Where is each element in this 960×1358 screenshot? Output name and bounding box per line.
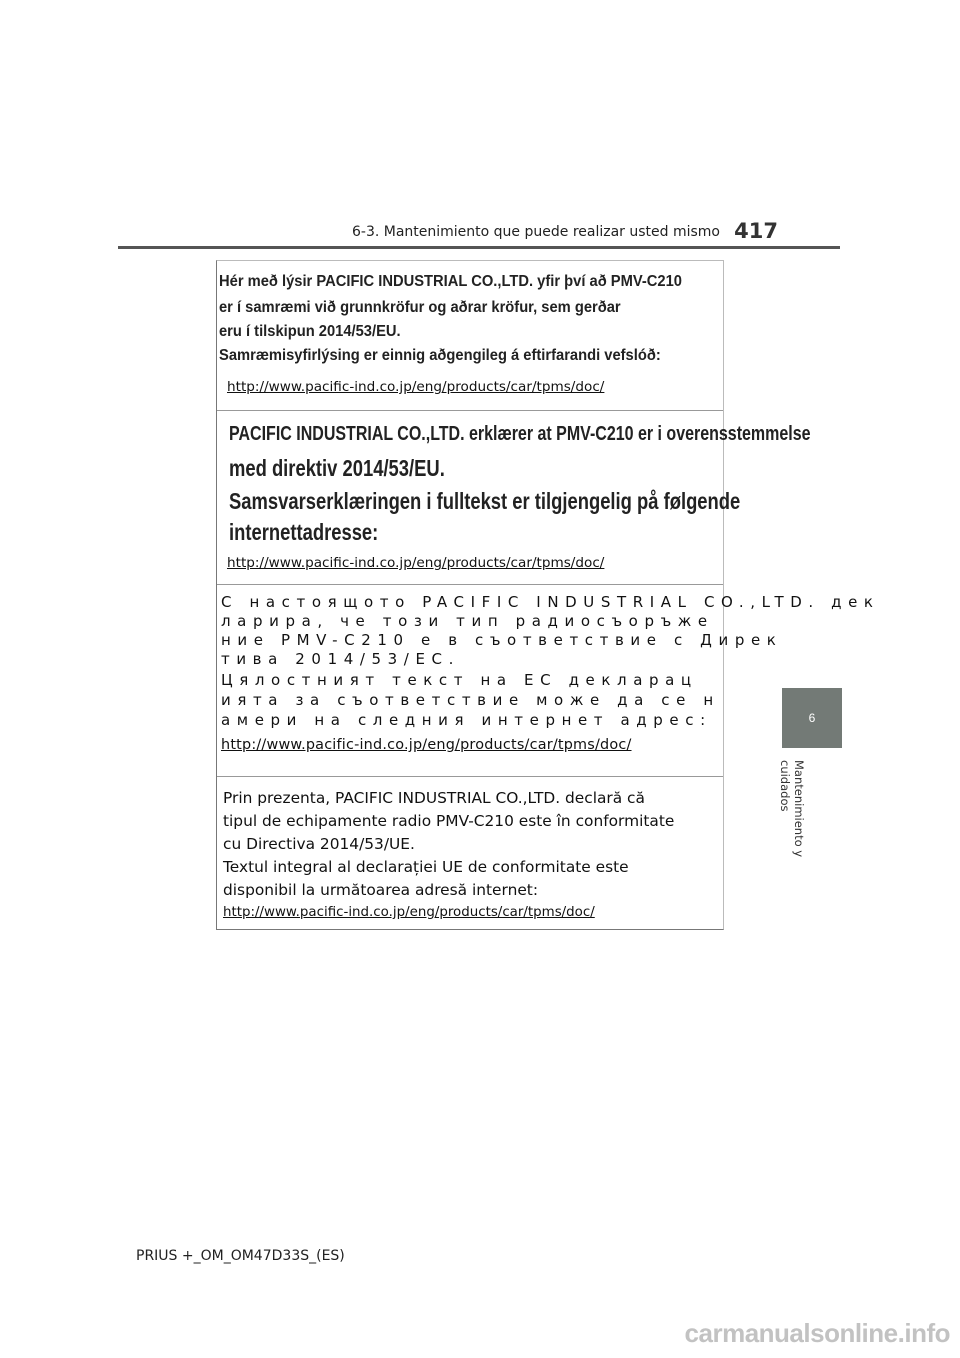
page-number: 417 bbox=[734, 219, 778, 243]
declaration-line: Hér með lýsir PACIFIC INDUSTRIAL CO.,LTD. yfir því að PMV-C210 bbox=[219, 273, 682, 290]
declaration-line: cu Directiva 2014/53/UE. bbox=[223, 835, 415, 853]
declaration-line: тива 2014/53/ЕС. bbox=[221, 650, 460, 668]
declaration-line: Цялостният текст на ЕС декларац bbox=[221, 671, 698, 689]
declaration-line: er í samræmi við grunnkröfur og aðrar kröfur, sem gerðar bbox=[219, 299, 621, 316]
document-code: PRIUS +_OM_OM47D33S_(ES) bbox=[136, 1248, 345, 1264]
declaration-line: Prin prezenta, PACIFIC INDUSTRIAL CO.,LTD. declară că bbox=[223, 789, 645, 807]
declaration-url[interactable]: http://www.pacific-ind.co.jp/eng/products/car/tpms/doc/ bbox=[227, 379, 605, 395]
declaration-icelandic bbox=[217, 261, 723, 411]
declaration-line: ларира, че този тип радиосъоръже bbox=[221, 612, 714, 630]
declaration-line: ние PMV-C210 е в съответствие с Дирек bbox=[221, 631, 783, 649]
declaration-line: ията за съответствие може да се н bbox=[221, 691, 720, 709]
page-header bbox=[118, 208, 840, 249]
declaration-line: Samsvarserklæringen i fulltekst er tilgjengelig på følgende bbox=[229, 488, 741, 514]
declaration-line: С настоящото PACIFIC INDUSTRIAL CO.,LTD. дек bbox=[221, 593, 880, 611]
declaration-line: internettadresse: bbox=[229, 519, 379, 545]
declaration-line: амери на следния интернет адрес: bbox=[221, 711, 712, 729]
declaration-url[interactable]: http://www.pacific-ind.co.jp/eng/products/car/tpms/doc/ bbox=[227, 555, 605, 571]
declaration-bulgarian bbox=[217, 585, 880, 777]
section-title: 6-3. Mantenimiento que puede realizar usted mismo bbox=[351, 224, 720, 240]
watermark: carmanualsonline.info bbox=[684, 1318, 950, 1348]
declaration-line: disponibil la următoarea adresă internet: bbox=[223, 881, 539, 899]
declaration-line: med direktiv 2014/53/EU. bbox=[229, 455, 445, 481]
chapter-title: Mantenimiento y cuidados bbox=[778, 760, 806, 858]
chapter-tab: 6 bbox=[782, 688, 842, 748]
declaration-url[interactable]: http://www.pacific-ind.co.jp/eng/products/car/tpms/doc/ bbox=[221, 737, 632, 753]
declaration-line: Samræmisyfirlýsing er einnig aðgengileg á eftirfarandi vefslóð: bbox=[219, 347, 661, 364]
declaration-line: tipul de echipamente radio PMV-C210 este în conformitate bbox=[223, 812, 675, 830]
declaration-norwegian bbox=[217, 411, 811, 585]
declaration-romanian bbox=[217, 777, 723, 929]
declaration-line: Textul integral al declarației UE de conformitate este bbox=[223, 858, 629, 876]
declaration-line: PACIFIC INDUSTRIAL CO.,LTD. erklærer at PMV-C210 er i overensstemmelse bbox=[229, 423, 811, 445]
declaration-url[interactable]: http://www.pacific-ind.co.jp/eng/products/car/tpms/doc/ bbox=[223, 905, 595, 920]
declaration-line: eru í tilskipun 2014/53/EU. bbox=[219, 323, 401, 340]
